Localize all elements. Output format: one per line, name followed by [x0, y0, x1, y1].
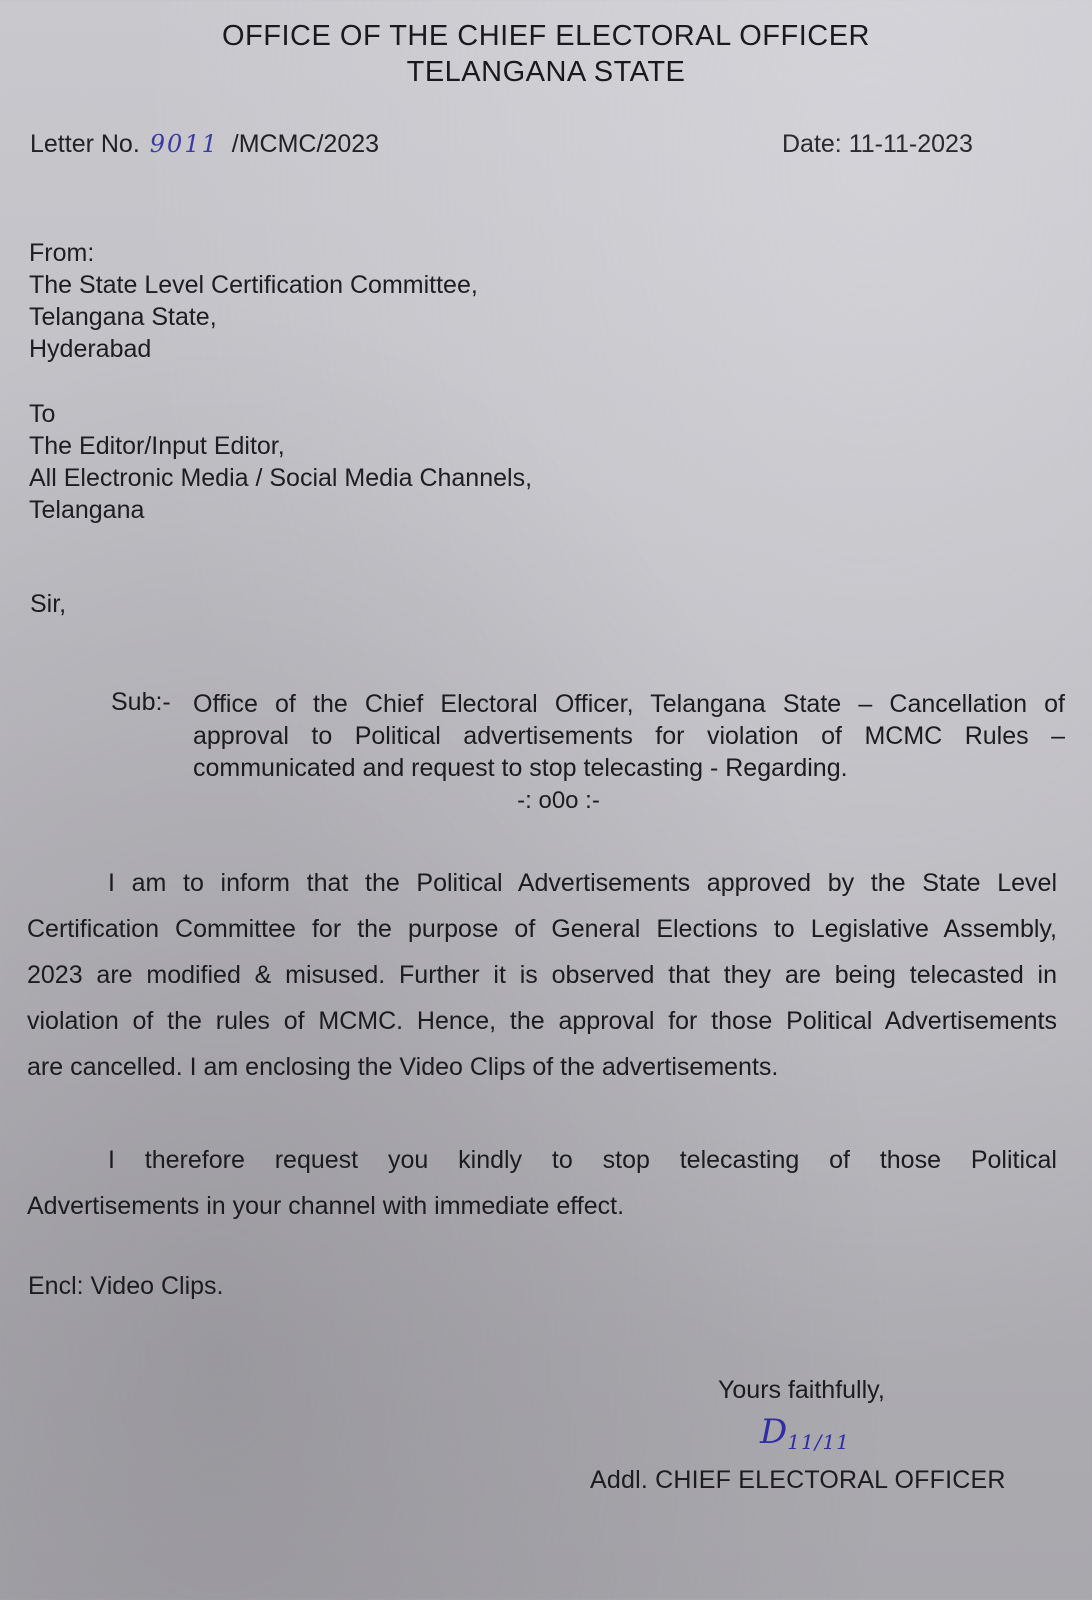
- to-line: The Editor/Input Editor,: [29, 432, 285, 460]
- letterhead-office: OFFICE OF THE CHIEF ELECTORAL OFFICER: [222, 20, 870, 52]
- body-line: Certification Committee for the purpose of General Elections to Legislative Assembly,: [27, 915, 1057, 943]
- subject-line: communicated and request to stop telecasting - Regarding.: [193, 754, 848, 782]
- subject-separator: -: o0o :-: [517, 787, 600, 814]
- subject-line: approval to Political advertisements for violation of MCMC Rules –: [193, 722, 1065, 750]
- from-label: From:: [29, 239, 95, 267]
- from-line: Telangana State,: [29, 303, 217, 331]
- letterhead-state: TELANGANA STATE: [406, 56, 686, 88]
- body-paragraph-2: [27, 1137, 1057, 1229]
- handwritten-letter-number: 9011: [149, 130, 219, 158]
- from-address: [29, 237, 478, 365]
- from-line: The State Level Certification Committee,: [29, 271, 478, 299]
- body-line: Advertisements in your channel with immediate effect.: [27, 1192, 625, 1220]
- to-address: [29, 398, 532, 526]
- letter-number-suffix: /MCMC/2023: [231, 130, 380, 158]
- signature-date: 11/11: [787, 1430, 850, 1454]
- to-label: To: [29, 400, 56, 428]
- body-line: 2023 are modified & misused. Further it is observed that they are being telecasted in: [27, 961, 1057, 989]
- enclosure-note: Encl: Video Clips.: [28, 1272, 224, 1300]
- body-line: I therefore request you kindly to stop telecasting of those Political: [108, 1146, 1057, 1174]
- body-paragraph-1: [27, 860, 1057, 1090]
- letter-reference: [30, 130, 379, 159]
- subject-line: Office of the Chief Electoral Officer, Telangana State – Cancellation of: [193, 690, 1065, 718]
- letter-number-prefix: Letter No.: [30, 130, 140, 158]
- body-line: I am to inform that the Political Advertisements approved by the State Level: [108, 869, 1057, 897]
- subject-text: [193, 688, 1065, 784]
- from-line: Hyderabad: [29, 335, 152, 363]
- handwritten-signature: [760, 1412, 850, 1454]
- valediction: Yours faithfully,: [718, 1376, 885, 1404]
- letter-date: Date: 11-11-2023: [782, 130, 973, 158]
- signature-initial: D: [760, 1412, 788, 1452]
- to-line: Telangana: [29, 496, 145, 524]
- body-line: are cancelled. I am enclosing the Video Clips of the advertisements.: [27, 1053, 779, 1081]
- salutation: Sir,: [30, 590, 67, 618]
- subject-label: Sub:-: [111, 688, 171, 716]
- body-line: violation of the rules of MCMC. Hence, the approval for those Political Advertisements: [27, 1007, 1057, 1035]
- signatory-designation: Addl. CHIEF ELECTORAL OFFICER: [590, 1466, 1006, 1494]
- to-line: All Electronic Media / Social Media Channels,: [29, 464, 533, 492]
